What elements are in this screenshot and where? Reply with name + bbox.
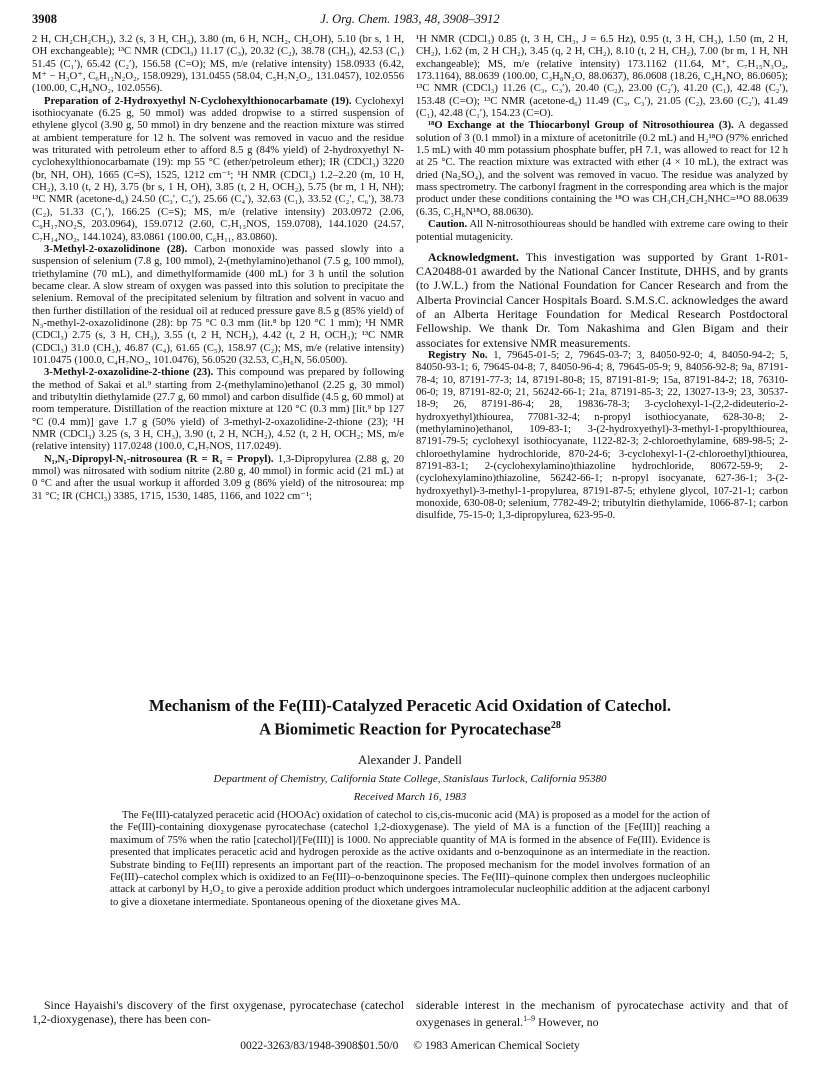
acknowledgment-body: This investigation was supported by Grant 1-R01-CA20488-01 awarded by the National Cancer Institute, DHHS, and by grants (to J.W.L.) from the National Foundation for Cancer Research and from the Alberta Provincial Cancer Hospitals Board. S.M.S.C. acknowledges the award of an Alberta Heritage Foundation for Medical Research Postdoctoral Fellowship. We thank Dr. Tom Nakashima and Glen Bigam and their associates for extensive NMR measurements. (416, 249, 788, 350)
left-column (32, 34, 404, 503)
journal-citation: J. Org. Chem. 1983, 48, 3908–3912 (320, 12, 500, 26)
exchange-paragraph (416, 120, 788, 219)
intro-right-tail: However, no (535, 1015, 599, 1030)
prep-28-body: Carbon monoxide was passed slowly into a suspension of selenium (7.8 g, 100 mmol), 2-(methylamino)ethanol (7.5 g, 100 mmol), triethylamine (70 mL), and dimethylformamide (400 mL) for 3 h until the solution became clear. A slow stream of oxygen was passed into this solution to precipitate the selenium. Removal of the precipitated selenium by filtration and solvent in vacuo and then further distillation of the residual oil at reduced pressure gave 8.5 g (85% yield) of N₃-methyl-2-oxazolidinone (28): bp 75 °C 0.3 mm (lit.⁸ bp 120 °C 1 mm); ¹H NMR (CDCl₃) 2.75 (s, 3 H, CH₃), 3.55 (t, 2 H, NCH₂), 4.42 (t, 2 H, OCH₃); ¹³C NMR (CDCl₃) 31.0 (CH₃), 46.87 (C₄), 61.65 (C₅), 158.97 (C₂); MS, m/e (relative intensity) 101.0475 (100.0, C₄H₇NO₂, 101.0476), 56.0520 (32.53, C₃H₆N, 56.0500). (32, 243, 405, 366)
prep-19-heading: Preparation of 2-Hydroxyethyl N-Cyclohexylthionocarbamate (19). (44, 95, 352, 107)
caution-body: All N-nitrosothioureas should be handled with extreme care owing to their potential mutagenicity. (416, 219, 788, 243)
exchange-body: A degassed solution of 3 (0.1 mmol) in a mixture of acetonitrile (0.2 mL) and H₂¹⁸O (97% enriched 1.5 mL) with 40 mm potassium phosphate buffer, pH 7.1, was allowed to react for 12 h at 25 °C. The reaction mixture was extracted with ether (4 × 10 mL), the extract was dried (Na₂SO₄), and the solvent was removed in vacuo. The residue was analyzed by mass spectrometry. The carbonyl fragment in the corresponding area which is the major product under these conditions containing the ¹⁸O was CH₃CH₂CH₂NHC=¹⁸O 88.0639 (6.35, C₃H₆N¹⁸O, 88.0630). (416, 120, 788, 218)
exchange-heading: ¹⁸O Exchange at the Thiocarbonyl Group of Nitrosothiourea (3). (428, 120, 734, 132)
intro-reference-ref: 1–9 (523, 1014, 536, 1024)
article-title (32, 696, 788, 740)
registry-paragraph (416, 350, 788, 523)
received-date: Received March 16, 1983 (353, 791, 467, 803)
running-header (32, 12, 788, 30)
footer-code: 0022-3263/83/1948-3908$01.50/0 (240, 1040, 399, 1052)
author-name: Alexander J. Pandell (358, 753, 462, 767)
intro-right-text: siderable interest in the mechanism of pyrocatechase activity and that of oxygenases in general. (416, 998, 788, 1030)
prep-28-heading: 3-Methyl-2-oxazolidinone (28). (44, 243, 188, 255)
right-continuation: ¹H NMR (CDCl₃) 0.85 (t, 3 H, CH₃, J = 6.5 Hz), 0.95 (t, 3 H, CH₃), 1.50 (m, 2 H, CH₂), 1.62 (m, 2 H CH₂), 3.45 (q, 2 H, CH₂), 8.10 (t, 2 H, CH₂), 7.00 (br m, 1 H, NH exchangeable); MS, m/e (relative intensity) 173.1162 (11.64, M⁺, C₇H₁₅N₃O₂, 173.1164), 88.0639 (100.00, C₃H₈N₂O, 88.0637), 86.0608 (18.26, C₄H₈NO, 86.0605); ¹³C NMR (CDCl₃) 11.26 (C₃, C₃′), 20.40 (C₂), 23.00 (C₂′), 41.20 (C₁), 42.48 (C₂′), 153.48 (C=O); ¹³C NMR (acetone-d₆) 11.49 (C₃, C₃′), 21.05 (C₂), 23.60 (C₂′), 41.49 (C₁), 42.48 (C₁′), 154.23 (C=O). (416, 34, 788, 120)
registry-body: 1, 79645-01-5; 2, 79645-03-7; 3, 84050-92-0; 4, 84050-94-2; 5, 84050-93-1; 6, 79645-04-8; 7, 84050-96-4; 8, 79645-05-9; 9, 84056-92-8; 9a, 87191-78-4; 10, 87191-77-3; 14, 87191-80-8; 15, 87191-81-9; 15a, 87191-84-2; 18, 76310-06-0; 19, 87191-82-0; 21, 56242-66-1; 21a, 87191-85-3; 22, 13027-13-9; 23, 30537-18-9; 26, 87191-86-4; 28, 19836-78-3; 3-cyclohexyl-1-(2,2-dideuterio-2-hydroxyethyl)thiourea, 77081-32-4; n-propyl isothiocyanate, 628-30-8; 2-(methylamino)ethanol, 109-83-1; 3-(2-hydroxyethyl)-3-methyl-1-propylthiourea, 87191-79-5; cyclohexyl isothiocyanate, 1122-82-3; 2-chloroethylamine, 689-98-5; 2-chloroethylamine hydrochloride, 870-24-6; 3-cyclohexyl-1-(2-chloroethyl)thiourea, 87191-83-1; 2-(cyclohexylamino)thiazoline hydrochloride, 80672-59-9; 2-(cyclohexylamino)thiazoline, 56242-66-1; n-propyl isocyanate, 627-36-1; 3-(2-hydroxyethyl)-3-methyl-1-propylurea, 87191-87-5; ethylene glycol, 107-21-1; carbon monoxide, 630-08-0; selenium, 7782-49-2; tributyltin diethylamide, 1066-87-1; carbon disulfide, 75-15-0; 1,3-dipropylurea, 623-95-0. (416, 349, 788, 522)
author-affiliation: Department of Chemistry, California State College, Stanislaus Turlock, California 95380 (213, 773, 607, 785)
prep-23-body: This compound was prepared by following the method of Sakai et al.⁹ starting from 2-(methylamino)ethanol (2.25 g, 30 mmol) and tributyltin diethylamide (27.7 g, 60 mmol) and carbon disulfide (4.5 g, 60 mmol) at room temperature. Distillation of the reaction mixture at 120 °C (0.3 mm) [lit.⁹ bp 127 °C (0.4 mm)] gave 1.7 g (50% yield) of 3-methyl-2-oxazolidine-2-thione (23); ¹H NMR (CDCl₃) 3.25 (s, 3 H, CH₃), 3.90 (t, 2 H, NCH₂), 4.52 (t, 2 H, OCH₂; MS, m/e (relative intensity) 117.0248 (100.0, C₄H₇NOS, 117.0249). (32, 367, 405, 453)
prep-28-paragraph (32, 244, 404, 367)
page-footer (0, 1040, 820, 1052)
title-footnote-ref: 28 (550, 720, 561, 731)
intro-left-column: Since Hayaishi's discovery of the first oxygenase, pyrocatechase (catechol 1,2-dioxygenase), there has been con- (32, 998, 404, 1027)
intro-right-column (416, 998, 788, 1030)
article-title-line-1: Mechanism of the Fe(III)-Catalyzed Peracetic Acid Oxidation of Catechol. (149, 696, 671, 715)
prep-23-paragraph (32, 367, 404, 453)
prep-19-body: Cyclohexyl isothiocyanate (6.25 g, 50 mmol) was added dropwise to a stirred suspension of ethylene glycol (3.90 g, 50 mmol) in dry benzene and the reaction mixture was stirred at ambient temperature for 12 h. The solvent was removed in vacuo and the residue was triturated with petroleum ether to afford 8.5 g (84% yield) of 2-hydroxyethyl N-cyclohexylthionocarbamate (19): mp 55 °C (ether/petroleum ether); IR (CDCl₃) 3220 (br, NH, OH), 1665 (C=S), 1525, 1212 cm⁻¹; ¹H NMR (CDCl₃) 1.2–2.20 (m, 10 H, CH₂), 3.10 (t, 2 H), 3.75 (br s, 1 H, OH), 3.85 (t, 2 H, OCH₂), 5.75 (br m, 1 H, NH); ¹³C NMR (acetone-d₆) 24.50 (C₃′, C₅′), 25.66 (C₄′), 32.63 (C₁), 33.52 (C₂′, C₆′), 38.73 (C₂), 51.33 (C₁′), 166.25 (C=S); MS, m/e (relative intensity) 203.0972 (2.06, C₉H₁₇NO₂S, 203.0964), 159.0712 (2.60, C₇H₁₃NOS, 159.0708), 144.1020 (24.57, C₇H₁₄NO₂, 144.1024), 83.0861 (100.00, C₆H₁₁, 83.0860). (32, 95, 404, 243)
right-column (416, 34, 788, 523)
prep-nitrosourea-body: 1,3-Dipropylurea (2.88 g, 20 mmol) was nitrosated with sodium nitrite (2.80 g, 40 mmol) in formic acid (21 mL) at 0 °C and after the usual workup it afforded 3.09 g (86% yield) of the nitrosourea: mp 31 °C; IR (CHCl₃) 3385, 1715, 1530, 1485, 1166, and 1022 cm⁻¹; (32, 453, 404, 502)
prep-nitrosourea-heading: N₁,N₃-Dipropyl-N₁-nitrosourea (R = R₁ = Propyl). (44, 453, 274, 465)
registry-heading: Registry No. (428, 349, 488, 361)
left-continuation: 2 H, CH₂CH₂CH₃), 3.2 (s, 3 H, CH₃), 3.80 (m, 6 H, NCH₂, CH₂OH), 5.10 (br s, 1 H, OH exchangeable); ¹³C NMR (CDCl₃) 11.17 (C₃), 20.32 (C₂), 38.78 (CH₃), 42.53 (C₁) 51.45 (C₁′), 65.42 (C₂′), 156.58 (C=O); MS, m/e (relative intensity) 158.0933 (6.42, M⁺ − H₃O⁺, C₆H₁₂N₂O₂, 158.0929), 131.0455 (58.04, C₅H₇N₂O₂, 131.0457), 102.0556 (100.00, C₄H₈NO₂, 102.0556). (32, 34, 404, 95)
prep-19-paragraph (32, 96, 404, 244)
prep-23-heading: 3-Methyl-2-oxazolidine-2-thione (23). (44, 367, 214, 379)
prep-nitrosourea-paragraph (32, 454, 404, 503)
article-title-line-2-text: A Biomimetic Reaction for Pyrocatechase (259, 719, 551, 739)
article-title-line-2 (32, 716, 788, 740)
page-number: 3908 (32, 12, 57, 26)
acknowledgment-paragraph (416, 250, 788, 350)
footer-copyright: © 1983 American Chemical Society (413, 1040, 580, 1052)
acknowledgment-heading: Acknowledgment. (428, 249, 519, 264)
caution-paragraph (416, 219, 788, 244)
caution-heading: Caution. (428, 219, 468, 231)
abstract: The Fe(III)-catalyzed peracetic acid (HOOAc) oxidation of catechol to cis,cis-muconic acid (MA) is proposed as a model for the action of the Fe(III)-containing dioxygenase pyrocatechase (catechol 1,2-dioxygenase). The yield of MA is a function of the [Fe(III)] reaching a maximum of 75% when the ratio [catechol]/[Fe(III)] is 1000. No appreciable quantity of MA is formed in the absence of Fe(III). Evidence is presented that implicates peracetic acid and hydrogen peroxide as the active oxidants and o-benzoquinone as an intermediate in the reaction. Substrate binding to Fe(III) represents an important part of the reaction. The proposed mechanism for the model involves formation of an Fe(III)–catechol complex which is oxidized to an Fe(III)–o-benzoquinone species. The Fe(III)–quinone complex then undergoes nucleophilic attack at carbonyl by H₂O₂ to give a peroxide addition product which undergoes intramolecular nucleophilic addition at the adjacent carbonyl to give a dioxetane intermediate. Spontaneous opening of the dioxetane gives MA. (110, 810, 710, 908)
